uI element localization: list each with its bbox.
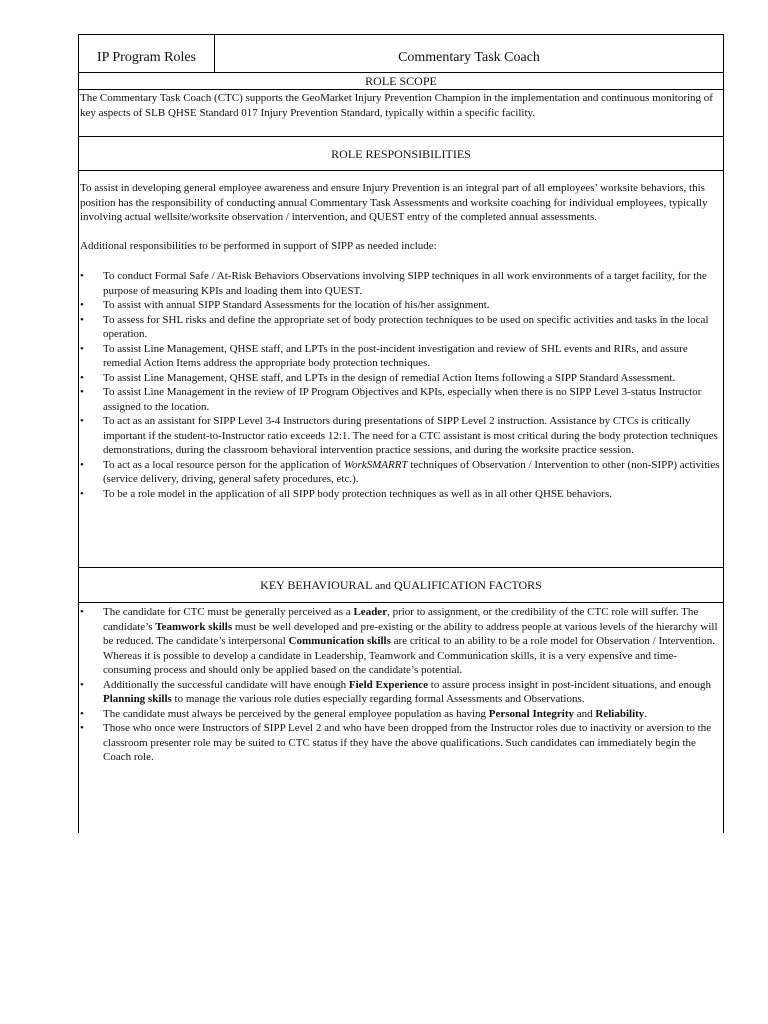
list-item: • To assist Line Management in the review of IP Program Objectives and KPIs, especially when there is no SIPP Level 3-status Instructor assigned to the location. <box>80 386 702 413</box>
bullet-icon: • <box>80 270 84 282</box>
list-item: • The candidate for CTC must be generally perceived as a Leader, prior to assignment, or the credibility of the CTC role will suffer. The candidate’s Teamwork skills must be well developed and pre-existing or the ability to address people at various levels of the hierarchy will be reduced. The candidate’s interpersonal Communication skills are critical to an ability to be a role model for Observation / Intervention. Whereas it is possible to develop a candidate in Leadership, Teamwork and Communication skills, it is a very expensive and time-consuming process and should only be applied based on the candidate’s potential. <box>80 606 718 676</box>
bullet-icon: • <box>80 386 84 398</box>
bullet-icon: • <box>80 707 84 720</box>
list-item: • To assist Line Management, QHSE staff, and LPTs in the post-incident investigation and review of SHL events and RIRs, and assure remedial Action Items address the appropriate body protection techniques. <box>80 342 688 369</box>
list-item: • To conduct Formal Safe / At-Risk Behaviors Observations involving SIPP techniques in all work environments of a target facility, for the purpose of measuring KPIs and loading them into QUEST. <box>80 270 707 297</box>
bullet-icon: • <box>80 342 84 355</box>
bullet-icon: • <box>80 458 84 471</box>
role-responsibilities-section <box>79 171 723 568</box>
document-table <box>78 34 724 833</box>
list-item: • To act as a local resource person for the application of WorkSMARRT techniques of Observation / Intervention to other (non-SIPP) activities (service delivery, driving, general safety procedures, etc.). <box>80 458 720 485</box>
bullet-icon: • <box>80 371 84 384</box>
list-item: • To assess for SHL risks and define the appropriate set of body protection techniques to be used on specific activities and tasks in the local operation. <box>80 313 709 340</box>
list-item: • The candidate must always be perceived by the general employee population as having Personal Integrity and Reliability. <box>80 707 648 720</box>
list-item: • To be a role model in the application of all SIPP body protection techniques as well as in all other QHSE behaviors. <box>80 487 612 500</box>
bullet-icon: • <box>80 299 84 311</box>
responsibilities-additional: Additional responsibilities to be performed in support of SIPP as needed include: <box>80 239 437 252</box>
bullet-icon: • <box>80 487 84 500</box>
bullet-icon: • <box>80 313 84 326</box>
bullet-icon: • <box>80 678 84 691</box>
qualification-factors-title: KEY BEHAVIOURAL and QUALIFICATION FACTORS <box>79 568 723 603</box>
worksmarrt-term: WorkSMARRT <box>343 458 408 471</box>
list-item: • Additionally the successful candidate will have enough Field Experience to assure process insight in post-incident situations, and enough Planning skills to manage the various role duties especially regarding formal Assessments and Observations. <box>80 678 711 705</box>
list-item: • Those who once were Instructors of SIPP Level 2 and who have been dropped from the Instructor roles due to inactivity or aversion to the classroom presenter role may be suited to CTC status if they have the above qualifications. Such candidates can immediately begin the Coach role. <box>80 722 712 763</box>
role-scope-title: ROLE SCOPE <box>79 73 723 90</box>
bullet-icon: • <box>80 415 84 427</box>
bullet-icon: • <box>80 606 84 618</box>
header-left-cell: IP Program Roles <box>79 35 215 72</box>
list-item: • To assist with annual SIPP Standard Assessments for the location of his/her assignment. <box>80 299 490 311</box>
header-row <box>79 35 723 73</box>
list-item: • To assist Line Management, QHSE staff, and LPTs in the design of remedial Action Items following a SIPP Standard Assessment. <box>80 371 676 384</box>
list-item: • To act as an assistant for SIPP Level 3-4 Instructors during presentations of SIPP Level 2 instruction. Assistance by CTCs is critically important if the student-to-Instructor ratio exceeds 12:1. The need for a CTC assistant is most critical during the body protection techniques demonstrations, during the classroom behavioral intervention practice sessions, and during the worksite practice session. <box>80 415 718 456</box>
bullet-icon: • <box>80 722 84 734</box>
role-responsibilities-title: ROLE RESPONSIBILITIES <box>79 137 723 171</box>
responsibilities-intro: To assist in developing general employee awareness and ensure Injury Prevention is an integral part of all employees’ worksite behaviors, this position has the responsibility of conducting annual Commentary Task Assessments and worksite coaching for individual employees, typically involving actual wellsite/worksite observation / intervention, and QUEST entry of the completed annual assessments. <box>80 182 708 223</box>
qualification-factors-list <box>79 603 723 765</box>
header-role-title: Commentary Task Coach <box>398 49 540 65</box>
role-scope-text: The Commentary Task Coach (CTC) supports the GeoMarket Injury Prevention Champion in the implementation and continuous monitoring of key aspects of SLB QHSE Standard 017 Injury Prevention Standard, typically within a specific facility. <box>79 90 723 137</box>
responsibilities-list <box>79 269 723 501</box>
